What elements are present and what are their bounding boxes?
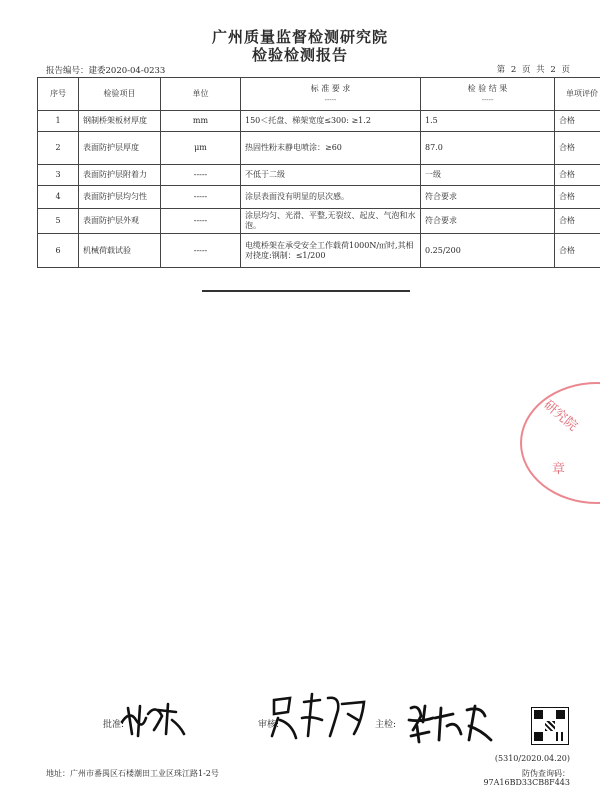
cell-unit: mm [161,111,241,132]
cell-eval: 合格 [555,186,600,209]
cell-item: 表面防护层外观 [79,209,161,234]
cell-standard: 涂层表面没有明显的层次感。 [241,186,421,209]
table-row [38,132,600,165]
cell-result: 符合要求 [421,209,555,234]
footer-address: 地址：广州市番禺区石楼潮田工业区珠江路1-2号 [46,769,219,778]
cell-eval: 合格 [555,209,600,234]
document-title: 检验检测报告 [251,46,348,64]
header-standard-label: 标 准 要 求 [310,83,351,93]
verification-code-label: 防伪查询码： [522,769,570,778]
cell-item: 表面防护层附着力 [79,165,161,186]
cell-standard: 热固性粉末静电喷涂：≥60 [241,132,421,165]
cell-result: 一级 [421,165,555,186]
table-end-line [202,290,410,292]
header-result-sub: ----- [481,95,494,104]
main-inspector-label: 主检: [375,720,397,730]
cell-standard: 150＜托盘、梯架宽度≤300: ≥1.2 [241,111,421,132]
header-eval: 单项评价 [555,78,600,111]
cell-unit: ----- [161,165,241,186]
cell-unit: ----- [161,234,241,268]
qr-code-pattern [532,708,568,744]
cell-standard: 涂层均匀、光滑、平整,无裂纹、起皮、气泡和水泡。 [241,209,421,234]
header-result [421,78,555,111]
report-number: 报告编号：建委2020-04-0233 [46,66,166,76]
cell-eval: 合格 [555,234,600,268]
verification-code: 97A16BD33CB8F443 [483,778,570,787]
cell-result: 0.25/200 [421,234,555,268]
table-row [38,209,600,234]
cell-unit: ----- [161,209,241,234]
main-inspector-signature [405,700,495,744]
seal-text: 研究院 [540,397,580,435]
approve-signature [118,700,188,740]
header-standard-sub: ----- [324,95,337,104]
table-row [38,111,600,132]
org-title: 广州质量监督检测研究院 [211,28,388,46]
review-signature [268,690,368,742]
cell-seq: 1 [38,111,79,132]
review-label: 审核: [258,720,280,730]
cell-standard: 不低于二级 [241,165,421,186]
cell-seq: 5 [38,209,79,234]
seal-text-char: 章 [552,462,566,477]
cell-standard: 电缆桥架在承受安全工作载荷1000N/㎡时,其相对挠度:钢制：≤1/200 [241,234,421,268]
cell-result: 1.5 [421,111,555,132]
cell-seq: 4 [38,186,79,209]
cell-result: 符合要求 [421,186,555,209]
cell-item: 表面防护层厚度 [79,132,161,165]
table-row [38,186,600,209]
header-item: 检验项目 [79,78,161,111]
cell-seq: 3 [38,165,79,186]
header-unit: 单位 [161,78,241,111]
cell-item: 钢制桥架板材厚度 [79,111,161,132]
header-seq: 序号 [38,78,79,111]
table-row [38,234,600,268]
cell-unit: μm [161,132,241,165]
approve-label: 批准: [103,720,125,730]
header-standard [241,78,421,111]
header-result-label: 检 验 结 果 [467,83,508,93]
cell-eval: 合格 [555,165,600,186]
cell-item: 机械荷载试验 [79,234,161,268]
cell-seq: 6 [38,234,79,268]
page-info: 第 2 页 共 2 页 [496,65,570,75]
cell-eval: 合格 [555,111,600,132]
cell-result: 87.0 [421,132,555,165]
cell-eval: 合格 [555,132,600,165]
issue-info: (5310/2020.04.20) [494,754,570,763]
cell-unit: ----- [161,186,241,209]
inspection-table [37,77,600,268]
table-row [38,165,600,186]
table-header-row [38,78,600,111]
qr-code[interactable] [531,707,569,745]
cell-item: 表面防护层均匀性 [79,186,161,209]
cell-seq: 2 [38,132,79,165]
